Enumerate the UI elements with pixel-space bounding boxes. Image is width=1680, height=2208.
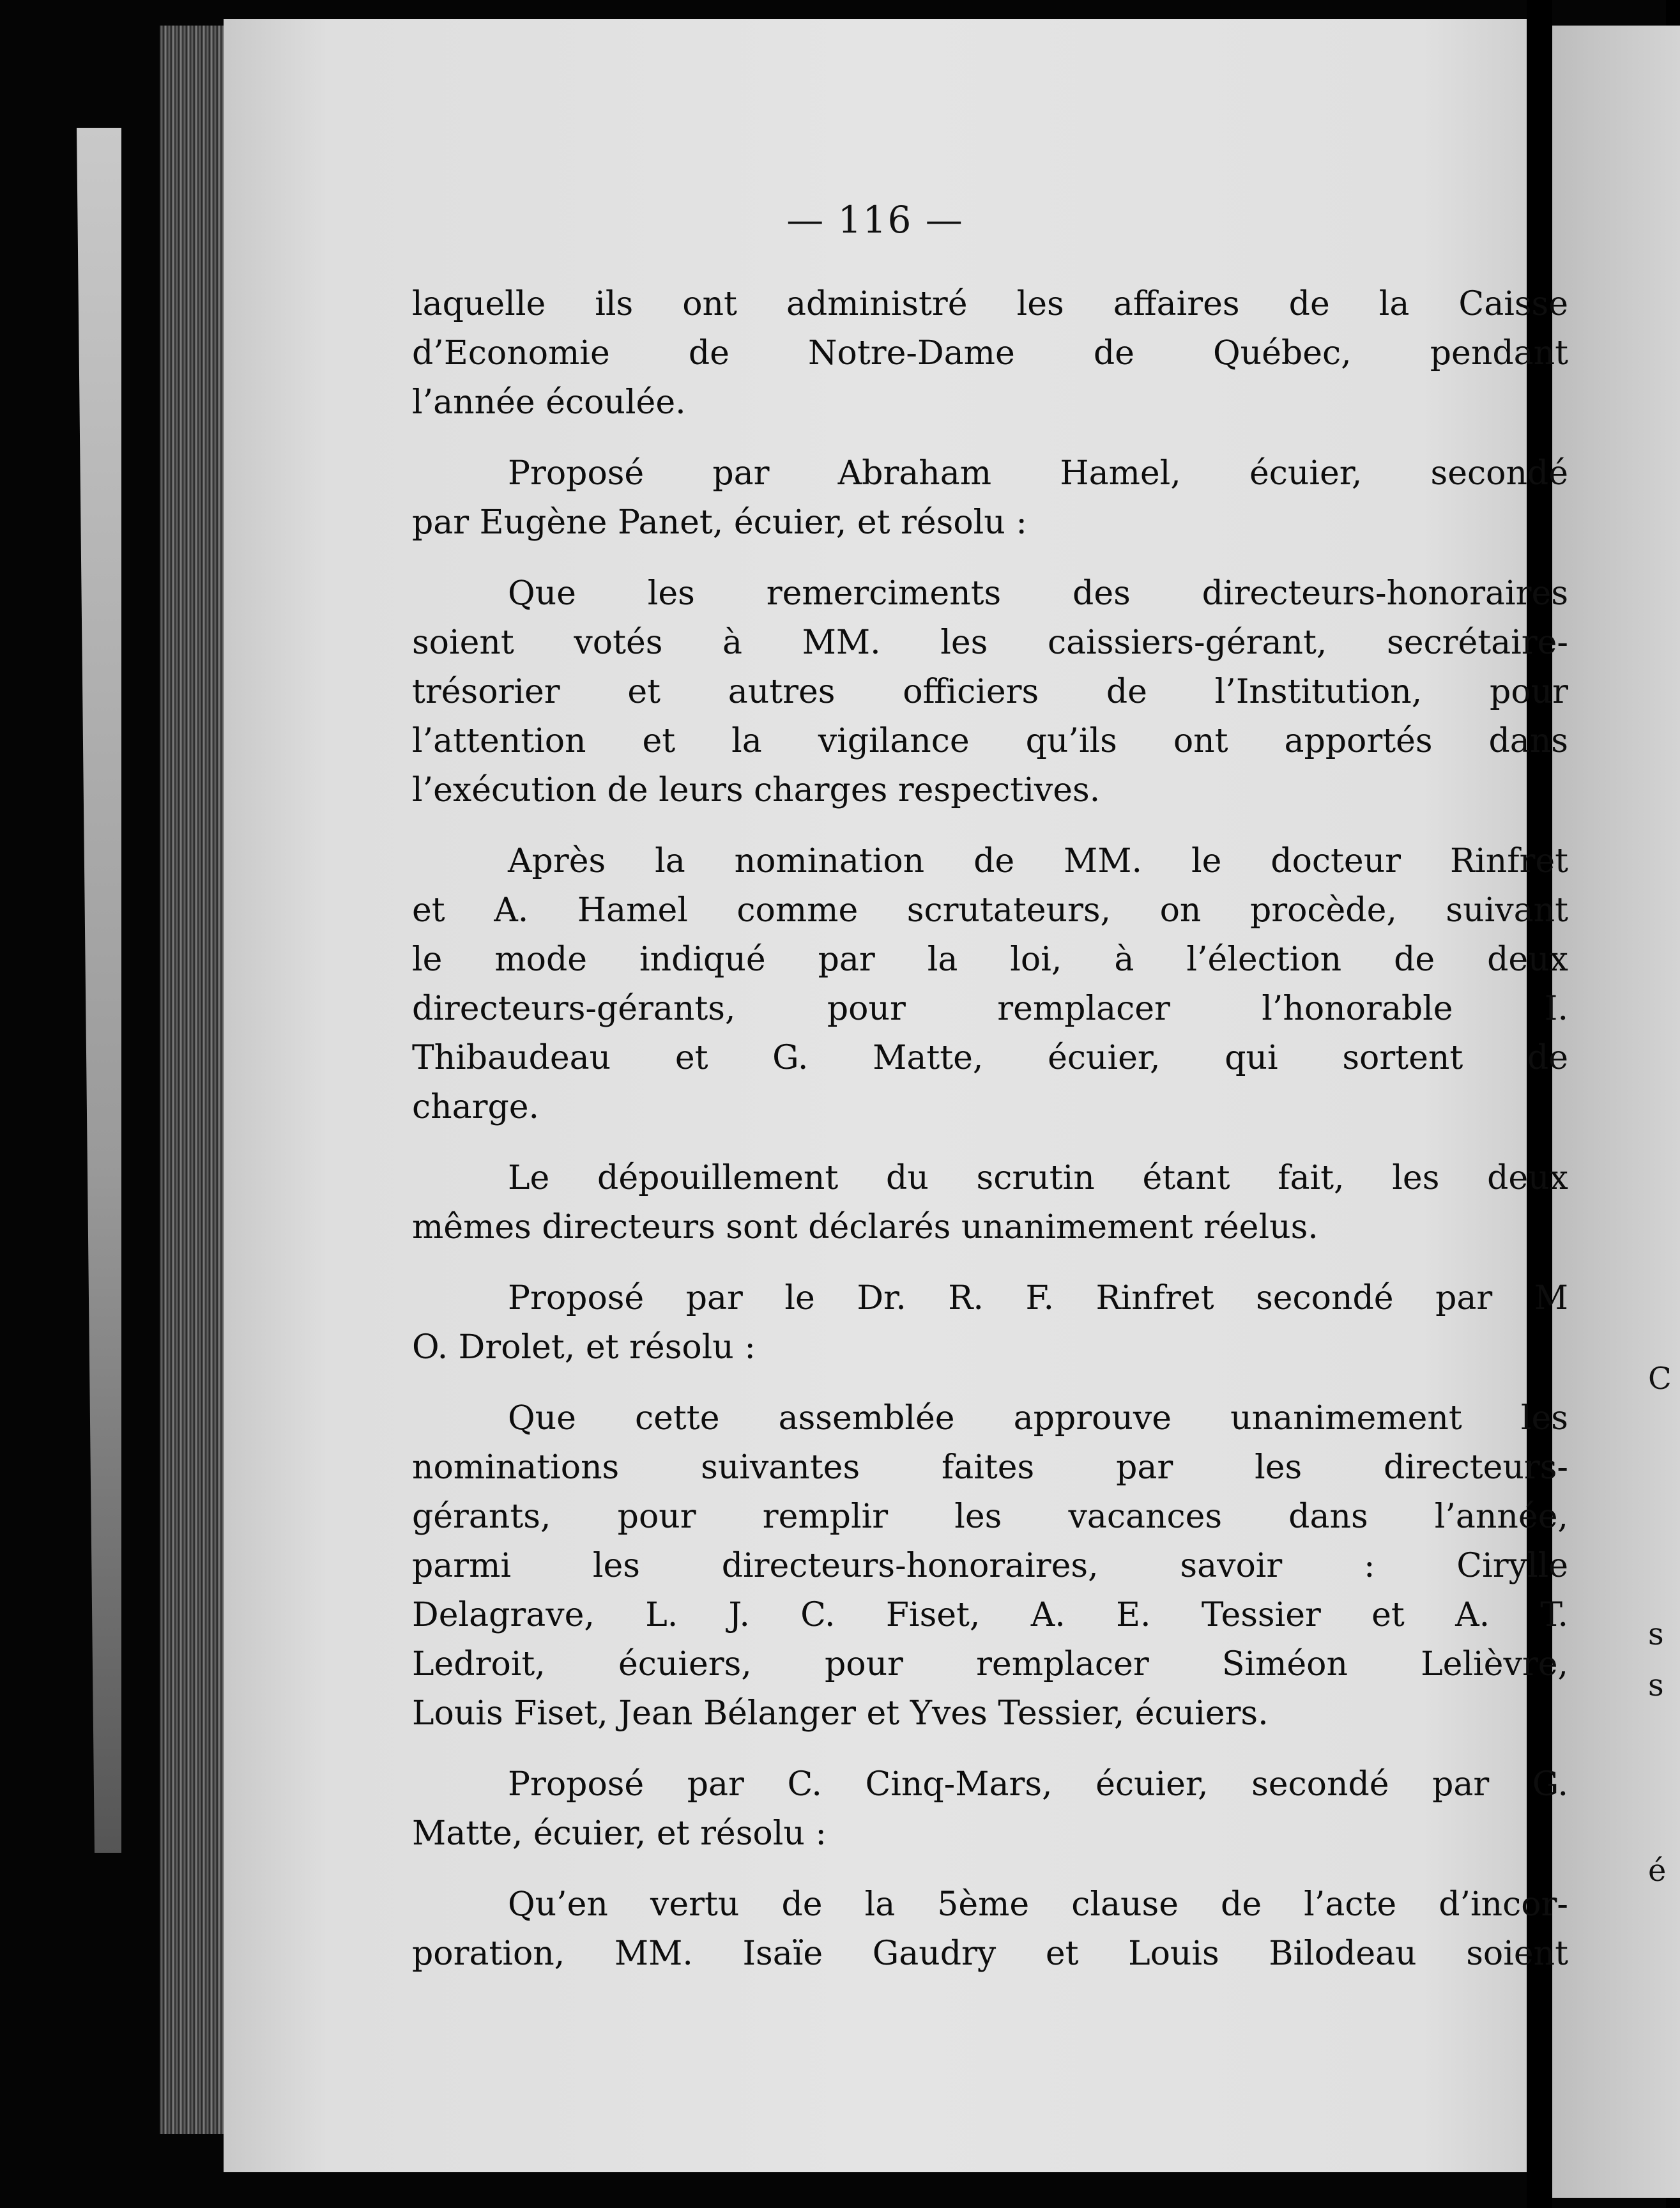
text-line: nominations suivantes faites par les directeurs- xyxy=(412,1448,1568,1487)
text-line: Louis Fiset, Jean Bélanger et Yves Tessier, écuiers. xyxy=(412,1694,1269,1733)
paragraph xyxy=(412,569,1568,815)
text-line: le mode indiqué par la loi, à l’élection de deux xyxy=(412,940,1568,979)
facing-page-fragment: C xyxy=(1648,1361,1672,1397)
text-line: trésorier et autres officiers de l’Institution, pour xyxy=(412,673,1568,711)
text-line: l’année écoulée. xyxy=(412,383,686,422)
text-line: Delagrave, L. J. C. Fiset, A. E. Tessier et A. T. xyxy=(412,1596,1568,1634)
text-line: Qu’en vertu de la 5ème clause de l’acte d’incor- xyxy=(508,1885,1568,1924)
text-line: directeurs-gérants, pour remplacer l’honorable I. xyxy=(412,990,1568,1028)
text-line: laquelle ils ont administré les affaires de la Caisse xyxy=(412,285,1568,323)
page-edges xyxy=(160,26,230,2134)
text-line: l’exécution de leurs charges respectives. xyxy=(412,771,1101,809)
text-line: soient votés à MM. les caissiers-gérant, secrétaire- xyxy=(412,624,1568,662)
page-number: — 116 — xyxy=(786,198,964,241)
text-line: et A. Hamel comme scrutateurs, on procède, suivant xyxy=(412,891,1568,930)
paragraph xyxy=(412,1880,1568,1979)
paragraph xyxy=(412,1760,1568,1859)
text-line: Matte, écuier, et résolu : xyxy=(412,1814,827,1853)
paragraph xyxy=(412,449,1568,548)
text-line: Proposé par C. Cinq-Mars, écuier, secondé par G. xyxy=(508,1765,1568,1804)
text-line: poration, MM. Isaïe Gaudry et Louis Bilodeau soient xyxy=(412,1935,1568,1973)
facing-page-fragment: é xyxy=(1648,1853,1667,1889)
paragraph xyxy=(412,280,1568,427)
text-line: l’attention et la vigilance qu’ils ont apportés dans xyxy=(412,722,1568,760)
book-page xyxy=(224,19,1568,2172)
text-line: Ledroit, écuiers, pour remplacer Siméon Lelièvre, xyxy=(412,1645,1568,1683)
text-line: gérants, pour remplir les vacances dans l’année, xyxy=(412,1498,1568,1536)
paragraph xyxy=(412,1274,1568,1372)
paragraph xyxy=(412,1394,1568,1738)
text-line: d’Economie de Notre-Dame de Québec, pendant xyxy=(412,334,1568,372)
paragraph xyxy=(412,837,1568,1132)
text-line: Thibaudeau et G. Matte, écuier, qui sortent de xyxy=(412,1039,1568,1077)
paragraph xyxy=(412,1154,1568,1252)
facing-page-fragment: s xyxy=(1648,1616,1664,1652)
text-line: Proposé par Abraham Hamel, écuier, secondé xyxy=(508,454,1568,493)
text-line: charge. xyxy=(412,1088,540,1126)
text-line: Proposé par le Dr. R. F. Rinfret secondé par M xyxy=(508,1279,1568,1317)
facing-page xyxy=(1552,26,1680,2198)
facing-page-fragment: s xyxy=(1648,1667,1664,1703)
text-line: Le dépouillement du scrutin étant fait, les deux xyxy=(508,1159,1568,1197)
text-line: par Eugène Panet, écuier, et résolu : xyxy=(412,503,1027,542)
text-line: mêmes directeurs sont déclarés unanimement réelus. xyxy=(412,1208,1318,1246)
text-line: Que cette assemblée approuve unanimement les xyxy=(508,1399,1568,1438)
text-line: Que les remerciments des directeurs-honoraires xyxy=(508,574,1568,613)
text-line: parmi les directeurs-honoraires, savoir : Ciryllе xyxy=(412,1547,1568,1585)
text-line: Après la nomination de MM. le docteur Rinfret xyxy=(508,842,1568,880)
page-text xyxy=(412,280,1568,2000)
text-line: O. Drolet, et résolu : xyxy=(412,1328,756,1367)
